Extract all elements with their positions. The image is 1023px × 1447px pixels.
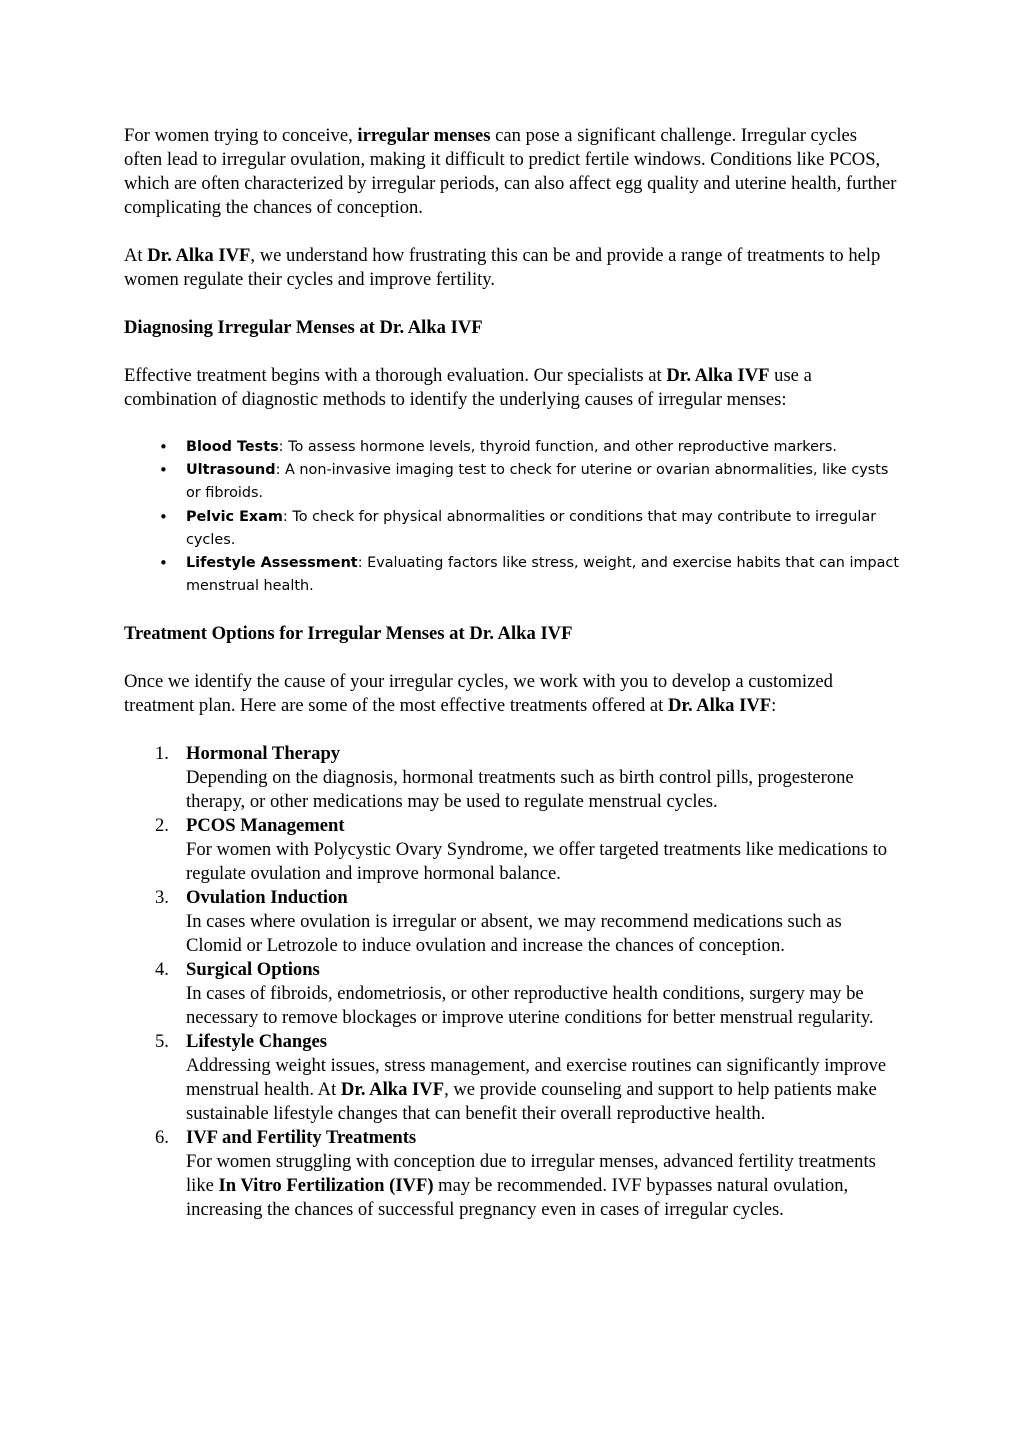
list-item-text: Depending on the diagnosis, hormonal treatments such as birth control pills, progesterone therapy, or other medications may be used to regulate menstrual cycles.	[186, 767, 854, 813]
list-item	[124, 958, 899, 1030]
list-item-text: Addressing weight issues, stress management, and exercise routines can significantly improve menstrual health. At	[186, 1055, 887, 1101]
list-number: 1.	[155, 743, 169, 765]
list-item	[124, 552, 899, 598]
list-item-title: Blood Tests	[186, 439, 279, 455]
list-item	[124, 814, 899, 886]
list-item-text: : To assess hormone levels, thyroid function, and other reproductive markers.	[278, 439, 837, 455]
list-number: 2.	[155, 815, 169, 837]
treatment-text: :	[771, 695, 777, 717]
list-item-title: Lifestyle Assessment	[186, 555, 358, 572]
list-item-title: Ultrasound	[186, 462, 276, 479]
list-item	[124, 506, 899, 552]
list-item-title: PCOS Management	[186, 815, 345, 837]
list-item-text: : A non-invasive imaging test to check for uterine or ovarian abnormalities, like cysts or fibroids.	[186, 462, 889, 502]
list-item-title: Pelvic Exam	[186, 508, 283, 525]
diagnostic-methods-list	[124, 436, 899, 598]
list-item	[124, 459, 899, 505]
clinic-name: Dr. Alka IVF	[340, 1079, 445, 1101]
diagnosis-text: Effective treatment begins with a thorough evaluation. Our specialists at	[124, 365, 667, 386]
clinic-name: Dr. Alka IVF	[666, 365, 770, 386]
document-page	[124, 124, 899, 1222]
intro-text: can pose a significant challenge. Irregular cycles often lead to irregular ovulation, making it difficult to predict fertile windows. Conditions like PCOS, which are often characterized by irregular periods, can also affect egg quality and uterine health, further complicating the chances of conception.	[124, 125, 897, 218]
list-item	[124, 1030, 899, 1126]
list-item-text: For women with Polycystic Ovary Syndrome, we offer targeted treatments like medications to regulate ovulation and improve hormonal balance.	[186, 839, 888, 885]
list-item	[124, 742, 899, 814]
list-item	[124, 886, 899, 958]
list-item-text: In cases where ovulation is irregular or absent, we may recommend medications such as Clomid or Letrozole to induce ovulation and increase the chances of conception.	[186, 911, 842, 957]
list-item	[124, 436, 899, 459]
clinic-text: At	[124, 245, 148, 266]
list-item-title: Lifestyle Changes	[186, 1031, 327, 1053]
clinic-paragraph	[124, 244, 899, 292]
list-item-text: For women struggling with conception due to irregular menses, advanced fertility treatments like	[186, 1151, 876, 1197]
list-item-title: Surgical Options	[186, 959, 320, 981]
diagnosis-heading: Diagnosing Irregular Menses at Dr. Alka IVF	[124, 317, 483, 338]
treatment-text: Once we identify the cause of your irregular cycles, we work with you to develop a customized treatment plan. Here are some of the most effective treatments offered at	[124, 671, 833, 717]
bullet-icon: •	[159, 438, 168, 456]
bullet-icon: •	[159, 461, 168, 480]
intro-emphasis: irregular menses	[357, 125, 491, 146]
list-item-text: In cases of fibroids, endometriosis, or other reproductive health conditions, surgery may be necessary to remove blockages or improve uterine conditions for better menstrual regularity.	[186, 983, 874, 1029]
list-number: 4.	[155, 959, 169, 981]
clinic-name: Dr. Alka IVF	[667, 695, 772, 717]
treatment-options-list	[124, 742, 899, 1222]
diagnosis-paragraph	[124, 364, 899, 412]
ivf-term: In Vitro Fertilization (IVF)	[218, 1175, 434, 1197]
list-item-title: IVF and Fertility Treatments	[186, 1127, 417, 1149]
intro-paragraph	[124, 124, 899, 220]
list-item-title: Hormonal Therapy	[186, 743, 341, 765]
list-item-text: , we provide counseling and support to help patients make sustainable lifestyle changes that can benefit their overall reproductive health.	[186, 1079, 877, 1125]
list-number: 3.	[155, 887, 169, 909]
diagnosis-text: use a combination of diagnostic methods to identify the underlying causes of irregular menses:	[124, 365, 812, 410]
list-item-text: : To check for physical abnormalities or conditions that may contribute to irregular cycles.	[186, 508, 877, 548]
list-item-text: : Evaluating factors like stress, weight, and exercise habits that can impact menstrual health.	[186, 555, 899, 595]
list-number: 6.	[155, 1127, 169, 1149]
bullet-icon: •	[159, 507, 168, 526]
clinic-name: Dr. Alka IVF	[147, 245, 251, 266]
list-item-title: Ovulation Induction	[186, 887, 348, 909]
treatment-heading: Treatment Options for Irregular Menses at Dr. Alka IVF	[124, 623, 573, 645]
intro-text: For women trying to conceive,	[124, 125, 358, 146]
list-item	[124, 1126, 899, 1222]
treatment-paragraph	[124, 670, 899, 718]
list-item-text: may be recommended. IVF bypasses natural ovulation, increasing the chances of successful pregnancy even in cases of irregular cycles.	[186, 1175, 849, 1221]
bullet-icon: •	[159, 554, 168, 573]
list-number: 5.	[155, 1031, 169, 1053]
clinic-text: , we understand how frustrating this can be and provide a range of treatments to help women regulate their cycles and improve fertility.	[124, 245, 881, 290]
